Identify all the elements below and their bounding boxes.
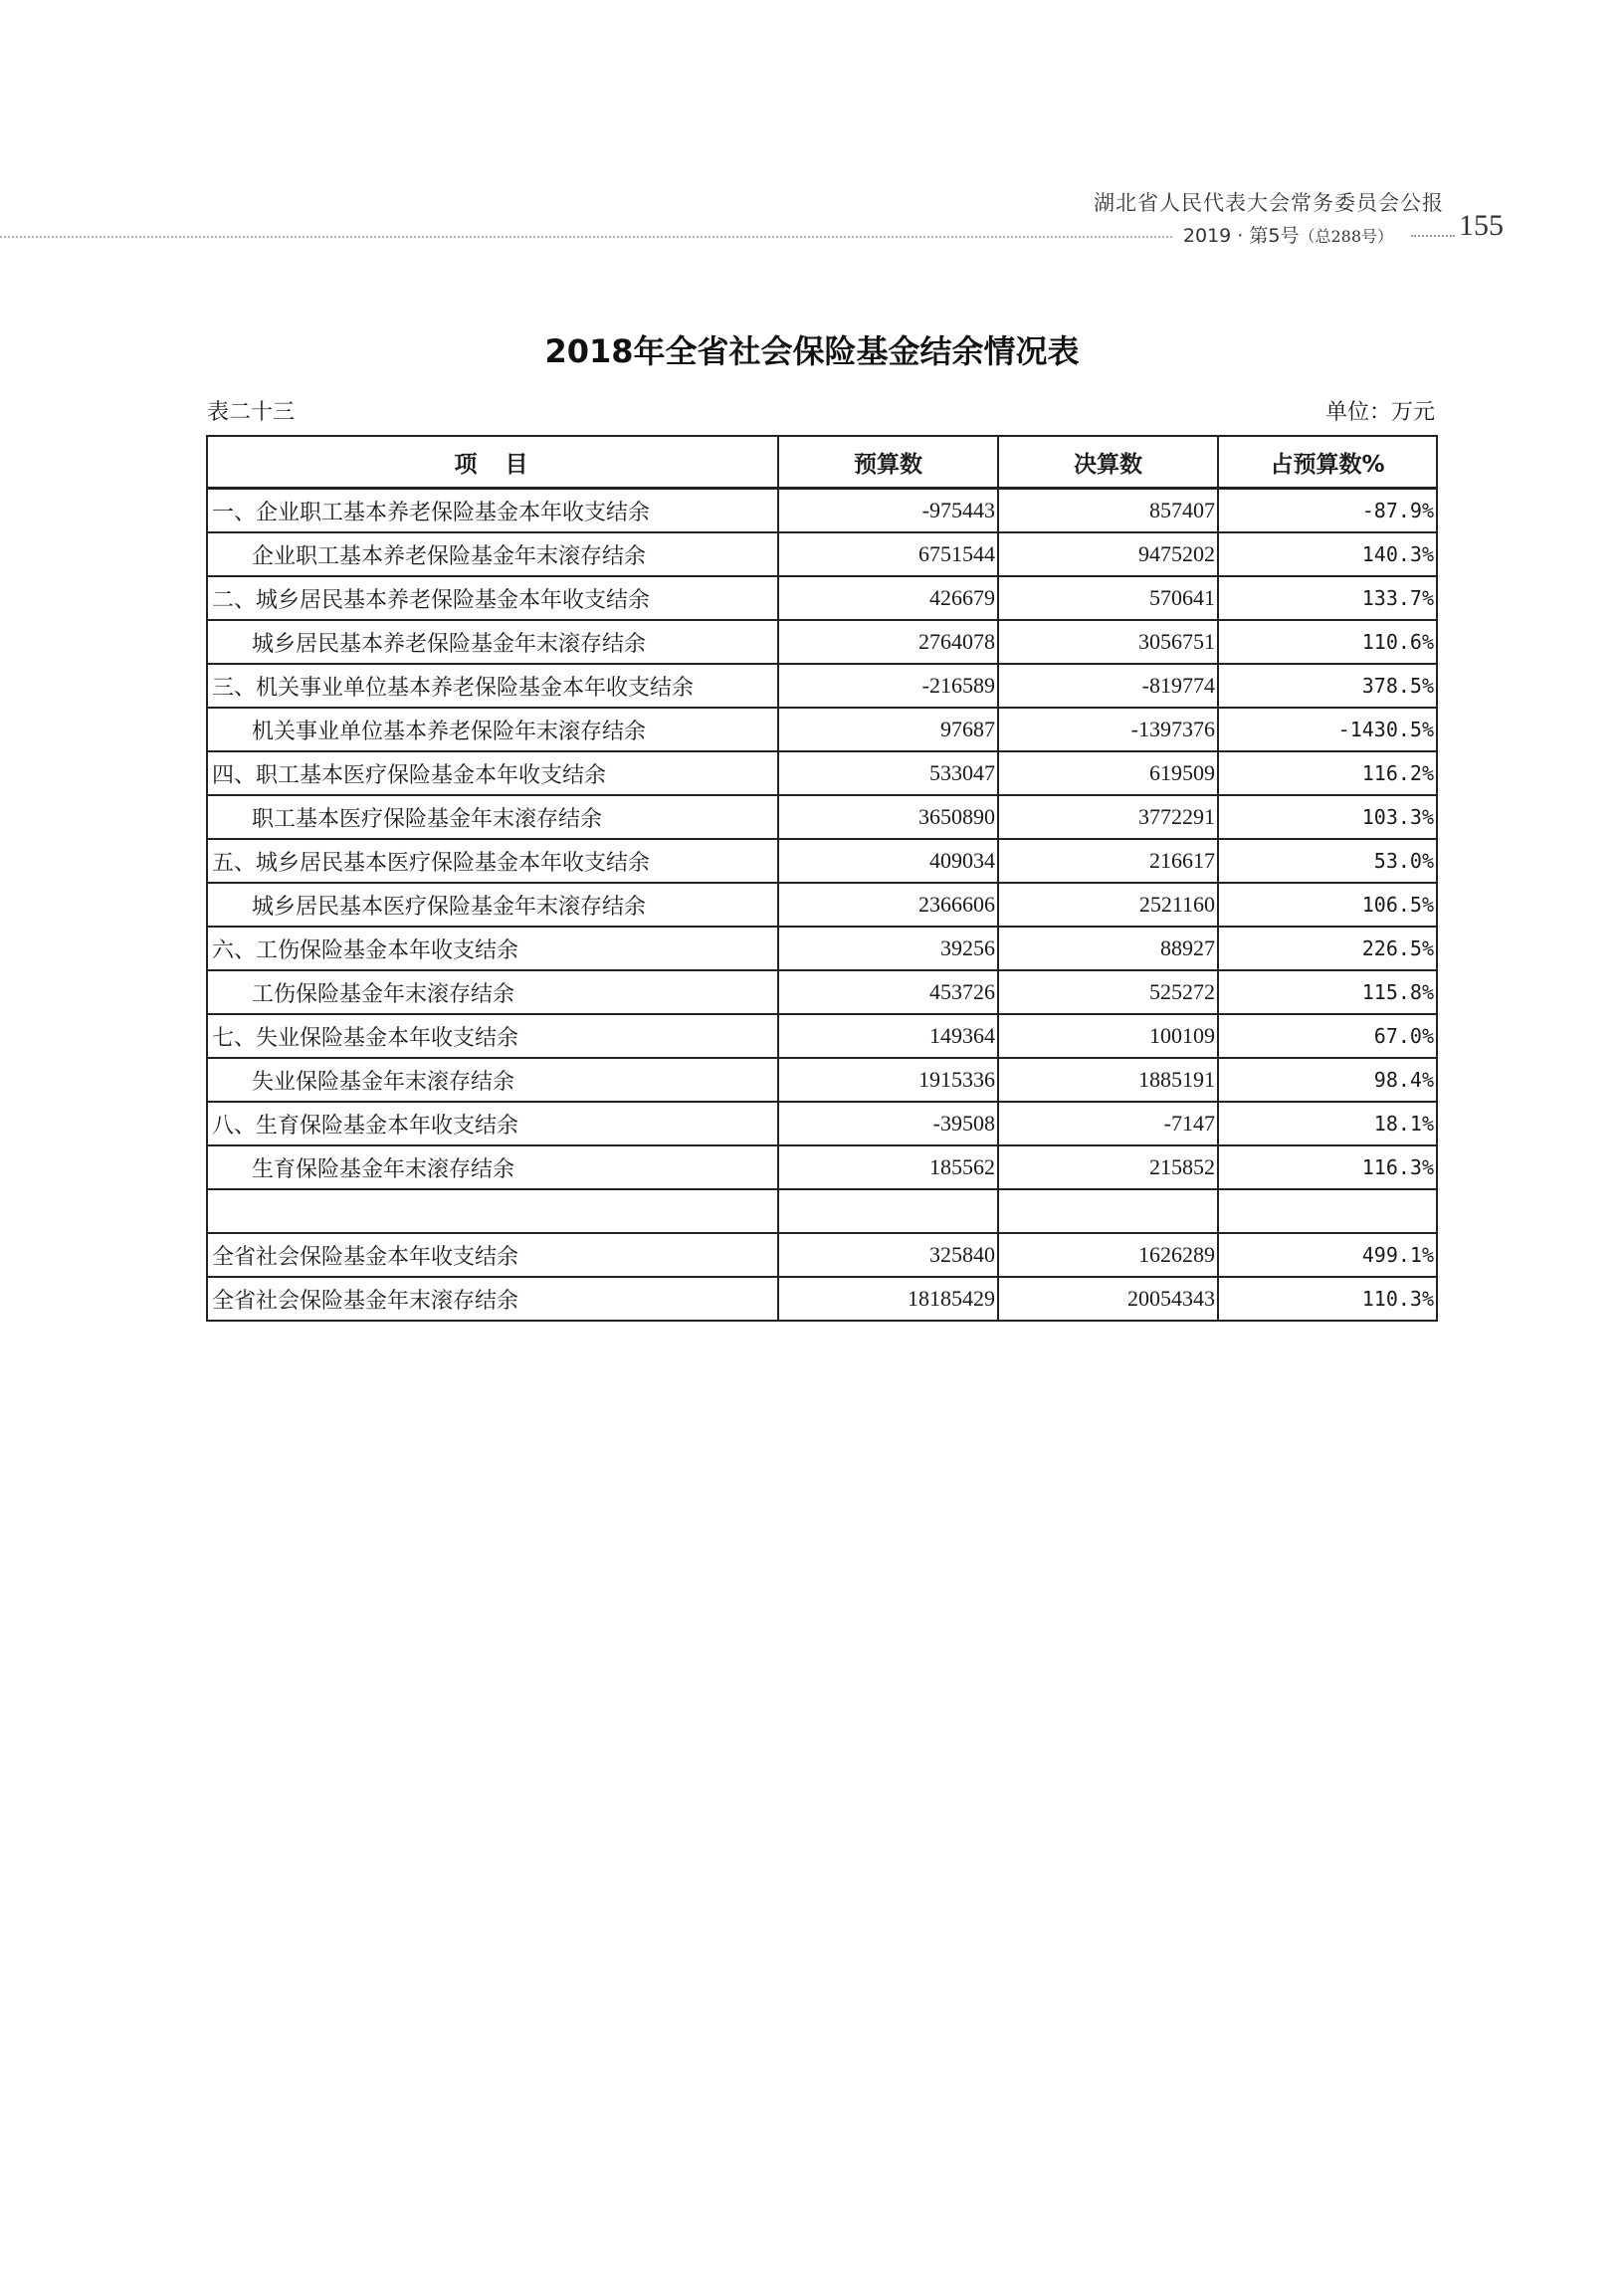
table-row <box>207 751 1437 795</box>
row-final: 3772291 <box>998 795 1218 839</box>
row-final: 100109 <box>998 1014 1218 1058</box>
row-percent: 106.5% <box>1218 883 1437 927</box>
row-name: 三、机关事业单位基本养老保险基金本年收支结余 <box>207 664 778 708</box>
row-budget: 453726 <box>778 970 998 1014</box>
row-percent: 140.3% <box>1218 532 1437 576</box>
unit-label: 单位：万元 <box>1324 400 1435 425</box>
row-name: 失业保险基金年末滚存结余 <box>207 1058 778 1102</box>
table-row <box>207 489 1437 533</box>
row-percent: 110.3% <box>1218 1277 1437 1321</box>
row-budget <box>778 1189 998 1233</box>
row-name: 八、生育保险基金本年收支结余 <box>207 1102 778 1145</box>
row-budget: -39508 <box>778 1102 998 1145</box>
issue-number: 2019 · 第5号 <box>1182 225 1300 247</box>
row-budget: 39256 <box>778 927 998 970</box>
table-row <box>207 1058 1437 1102</box>
row-final: -1397376 <box>998 708 1218 751</box>
column-header-percent: 占预算数% <box>1218 436 1437 489</box>
column-header-final: 决算数 <box>998 436 1218 489</box>
table-label: 表二十三 <box>207 400 296 425</box>
row-name: 机关事业单位基本养老保险年末滚存结余 <box>207 708 778 751</box>
table-row <box>207 532 1437 576</box>
column-header-budget: 预算数 <box>778 436 998 489</box>
row-budget: 149364 <box>778 1014 998 1058</box>
row-name: 四、职工基本医疗保险基金本年收支结余 <box>207 751 778 795</box>
row-percent: 53.0% <box>1218 839 1437 883</box>
journal-name: 湖北省人民代表大会常务委员会公报 <box>1094 191 1444 215</box>
row-name: 城乡居民基本养老保险基金年末滚存结余 <box>207 620 778 664</box>
table-row <box>207 576 1437 620</box>
row-percent: 67.0% <box>1218 1014 1437 1058</box>
row-name: 七、失业保险基金本年收支结余 <box>207 1014 778 1058</box>
table-row <box>207 883 1437 927</box>
table-row <box>207 1014 1437 1058</box>
row-budget: -216589 <box>778 664 998 708</box>
row-final: 1626289 <box>998 1233 1218 1277</box>
row-name <box>207 1189 778 1233</box>
row-name: 五、城乡居民基本医疗保险基金本年收支结余 <box>207 839 778 883</box>
row-percent: 115.8% <box>1218 970 1437 1014</box>
page-number: 155 <box>1459 209 1504 242</box>
row-budget: 18185429 <box>778 1277 998 1321</box>
total-issue: （总288号） <box>1299 227 1393 246</box>
header-rule <box>0 236 1172 238</box>
row-percent: -87.9% <box>1218 489 1437 533</box>
row-budget: 325840 <box>778 1233 998 1277</box>
row-percent <box>1218 1189 1437 1233</box>
row-final: 857407 <box>998 489 1218 533</box>
row-percent: -1430.5% <box>1218 708 1437 751</box>
row-percent: 18.1% <box>1218 1102 1437 1145</box>
page-number-leader <box>1411 235 1455 237</box>
row-name: 职工基本医疗保险基金年末滚存结余 <box>207 795 778 839</box>
row-budget: 97687 <box>778 708 998 751</box>
row-percent: 133.7% <box>1218 576 1437 620</box>
table-row <box>207 1145 1437 1189</box>
row-name: 一、企业职工基本养老保险基金本年收支结余 <box>207 489 778 533</box>
table-row <box>207 664 1437 708</box>
row-percent: 103.3% <box>1218 795 1437 839</box>
row-budget: 185562 <box>778 1145 998 1189</box>
row-final: 3056751 <box>998 620 1218 664</box>
table-row-total <box>207 1233 1437 1277</box>
row-final: -819774 <box>998 664 1218 708</box>
column-header-item: 项目 <box>207 436 778 489</box>
row-name: 生育保险基金年末滚存结余 <box>207 1145 778 1189</box>
row-budget: 426679 <box>778 576 998 620</box>
table-row-empty <box>207 1189 1437 1233</box>
row-budget: -975443 <box>778 489 998 533</box>
row-name: 城乡居民基本医疗保险基金年末滚存结余 <box>207 883 778 927</box>
row-final: 88927 <box>998 927 1218 970</box>
row-budget: 2366606 <box>778 883 998 927</box>
row-name: 全省社会保险基金年末滚存结余 <box>207 1277 778 1321</box>
row-budget: 1915336 <box>778 1058 998 1102</box>
table-header-row <box>207 436 1437 489</box>
row-final: 2521160 <box>998 883 1218 927</box>
row-name: 二、城乡居民基本养老保险基金本年收支结余 <box>207 576 778 620</box>
row-budget: 2764078 <box>778 620 998 664</box>
row-name: 六、工伤保险基金本年收支结余 <box>207 927 778 970</box>
row-percent: 116.3% <box>1218 1145 1437 1189</box>
row-final <box>998 1189 1218 1233</box>
table-row <box>207 970 1437 1014</box>
row-final: -7147 <box>998 1102 1218 1145</box>
table-row <box>207 795 1437 839</box>
row-final: 215852 <box>998 1145 1218 1189</box>
fund-balance-table <box>206 435 1438 1322</box>
row-percent: 110.6% <box>1218 620 1437 664</box>
row-percent: 116.2% <box>1218 751 1437 795</box>
row-percent: 499.1% <box>1218 1233 1437 1277</box>
row-percent: 98.4% <box>1218 1058 1437 1102</box>
row-budget: 533047 <box>778 751 998 795</box>
row-final: 1885191 <box>998 1058 1218 1102</box>
row-final: 20054343 <box>998 1277 1218 1321</box>
table-row-total <box>207 1277 1437 1321</box>
row-final: 570641 <box>998 576 1218 620</box>
table-row <box>207 839 1437 883</box>
row-percent: 378.5% <box>1218 664 1437 708</box>
row-final: 216617 <box>998 839 1218 883</box>
row-name: 全省社会保险基金本年收支结余 <box>207 1233 778 1277</box>
row-final: 9475202 <box>998 532 1218 576</box>
row-budget: 409034 <box>778 839 998 883</box>
row-name: 企业职工基本养老保险基金年末滚存结余 <box>207 532 778 576</box>
table-title: 2018年全省社会保险基金结余情况表 <box>544 332 1080 370</box>
row-final: 525272 <box>998 970 1218 1014</box>
table-row <box>207 1102 1437 1145</box>
table-row <box>207 708 1437 751</box>
row-budget: 6751544 <box>778 532 998 576</box>
table-row <box>207 620 1437 664</box>
row-final: 619509 <box>998 751 1218 795</box>
issue-info <box>1183 221 1393 248</box>
table-row <box>207 927 1437 970</box>
row-budget: 3650890 <box>778 795 998 839</box>
row-name: 工伤保险基金年末滚存结余 <box>207 970 778 1014</box>
row-percent: 226.5% <box>1218 927 1437 970</box>
